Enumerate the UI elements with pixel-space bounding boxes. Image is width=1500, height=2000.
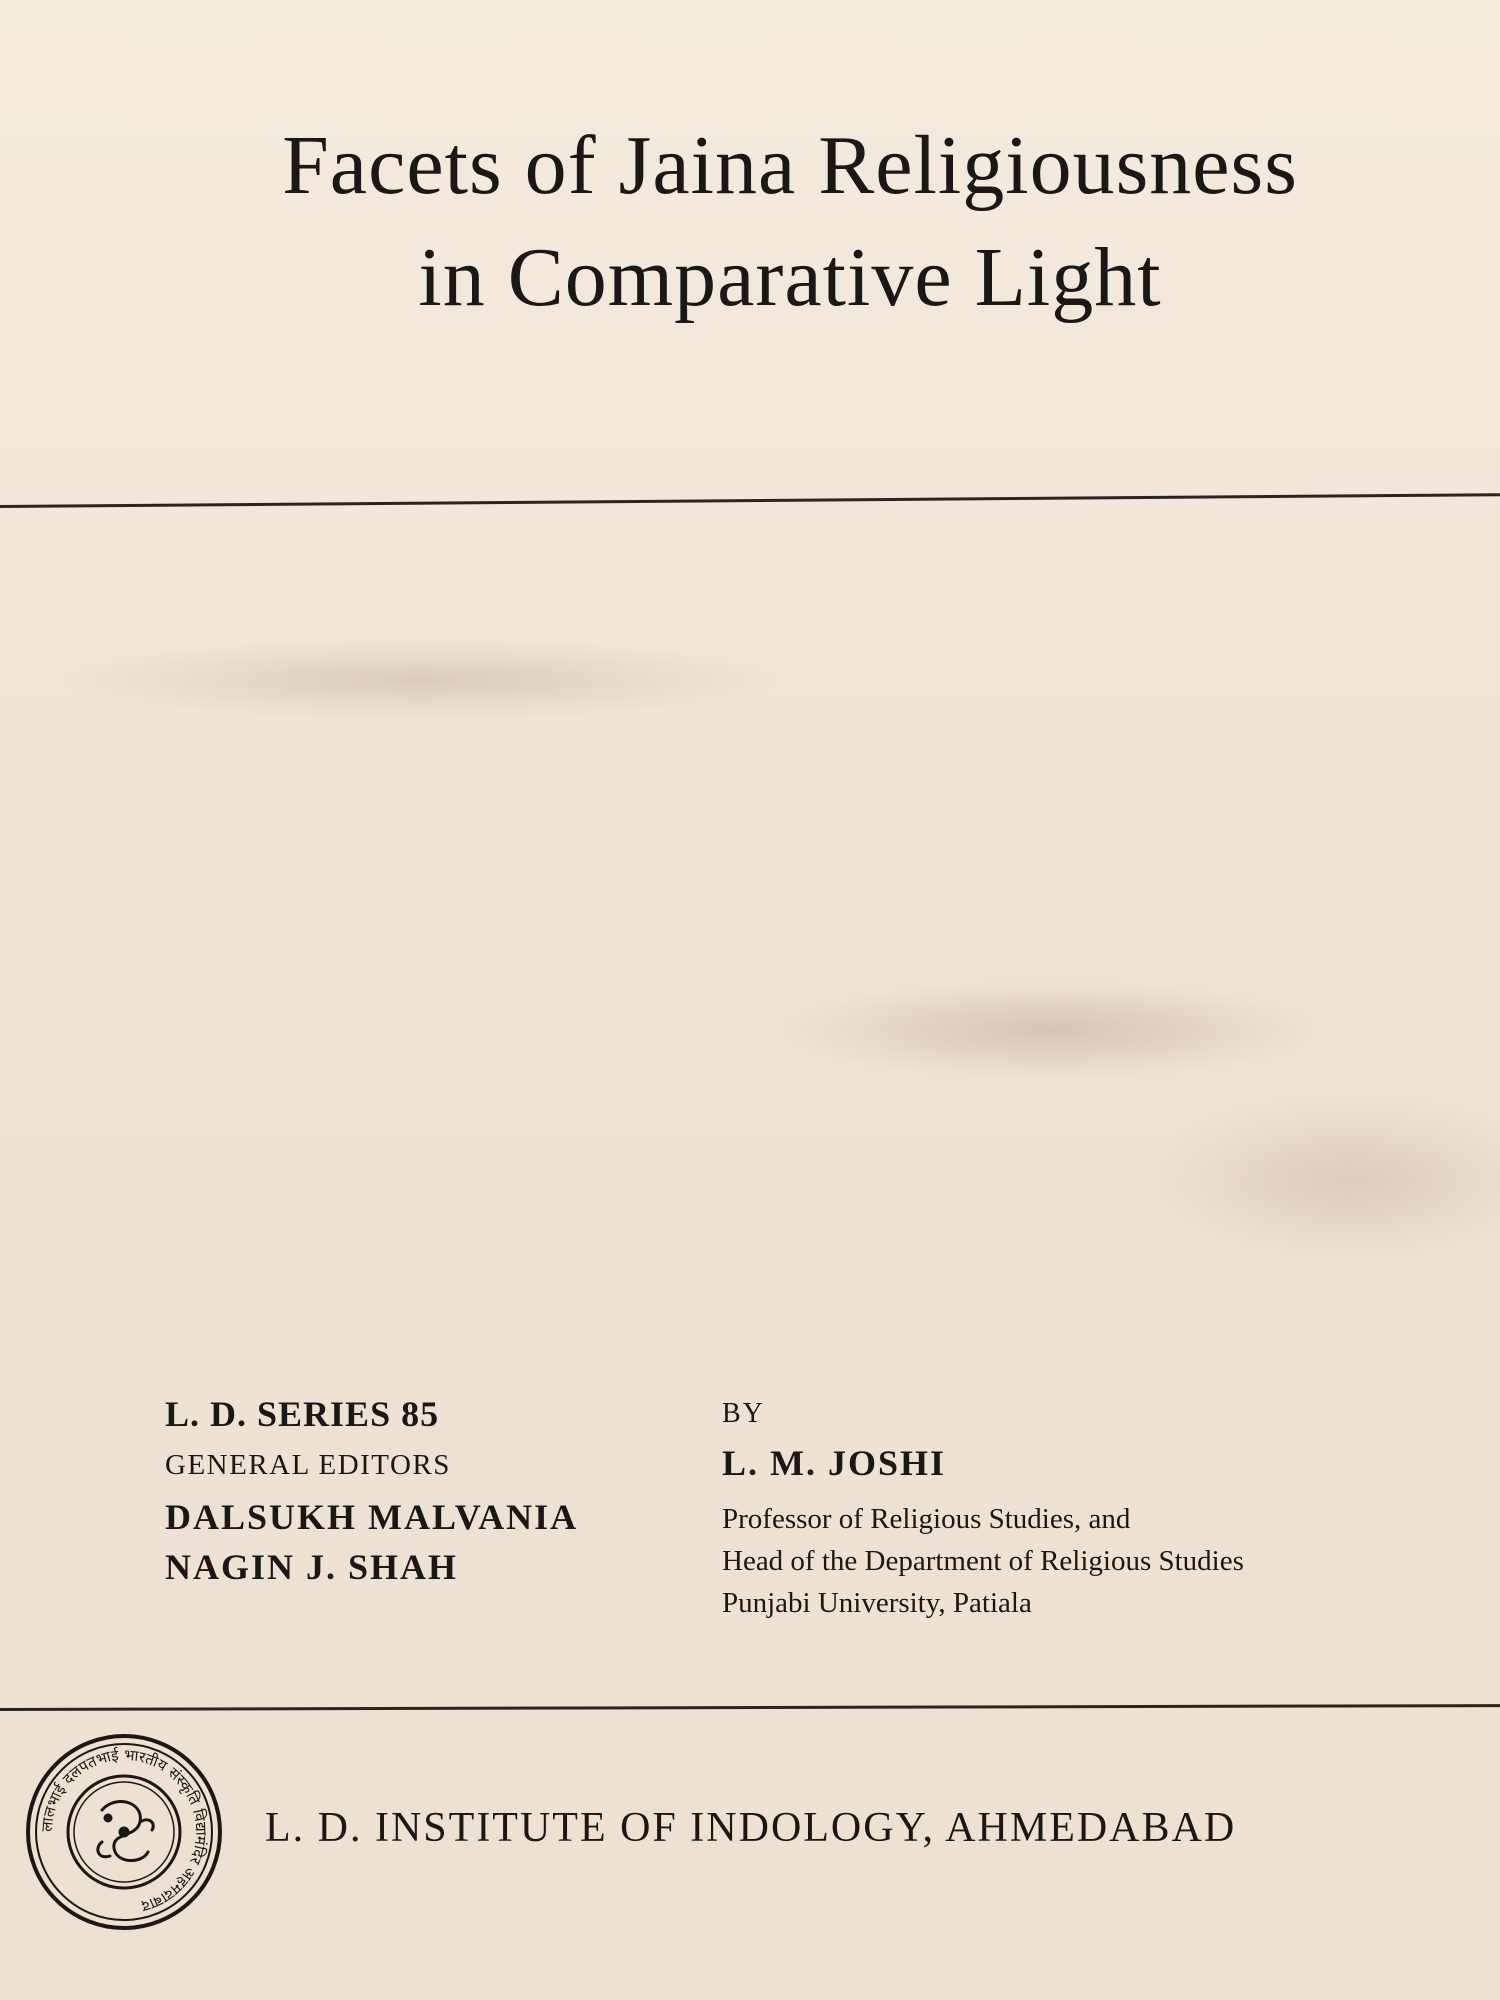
author-affiliation-line: Punjabi University, Patiala <box>722 1587 1032 1619</box>
by-label: BY <box>722 1398 765 1429</box>
editor-name: NAGIN J. SHAH <box>165 1547 459 1587</box>
publisher-name: L. D. INSTITUTE OF INDOLOGY, AHMEDABAD <box>265 1805 1237 1851</box>
editor-name: DALSUKH MALVANIA <box>165 1497 579 1537</box>
book-title-line-2: in Comparative Light <box>418 231 1162 324</box>
seal-text: लालभाई दलपतभाई भारतीय संस्कृति विद्यामंदिर अहमदाबाद <box>37 1745 211 1916</box>
author-block <box>722 1398 1442 1624</box>
book-title-line-1: Facets of Jaina Religiousness <box>282 119 1298 212</box>
author-name: L. M. JOSHI <box>722 1443 947 1483</box>
institute-seal-icon <box>24 1732 224 1932</box>
book-title <box>0 110 1500 334</box>
bottom-divider <box>0 1704 1500 1711</box>
top-divider <box>0 493 1500 508</box>
series-block <box>165 1393 685 1592</box>
series-label: L. D. SERIES 85 <box>165 1394 440 1434</box>
author-affiliation-line: Head of the Department of Religious Studies <box>722 1545 1244 1577</box>
author-affiliation-line: Professor of Religious Studies, and <box>722 1503 1131 1535</box>
general-editors-label: GENERAL EDITORS <box>165 1449 451 1481</box>
